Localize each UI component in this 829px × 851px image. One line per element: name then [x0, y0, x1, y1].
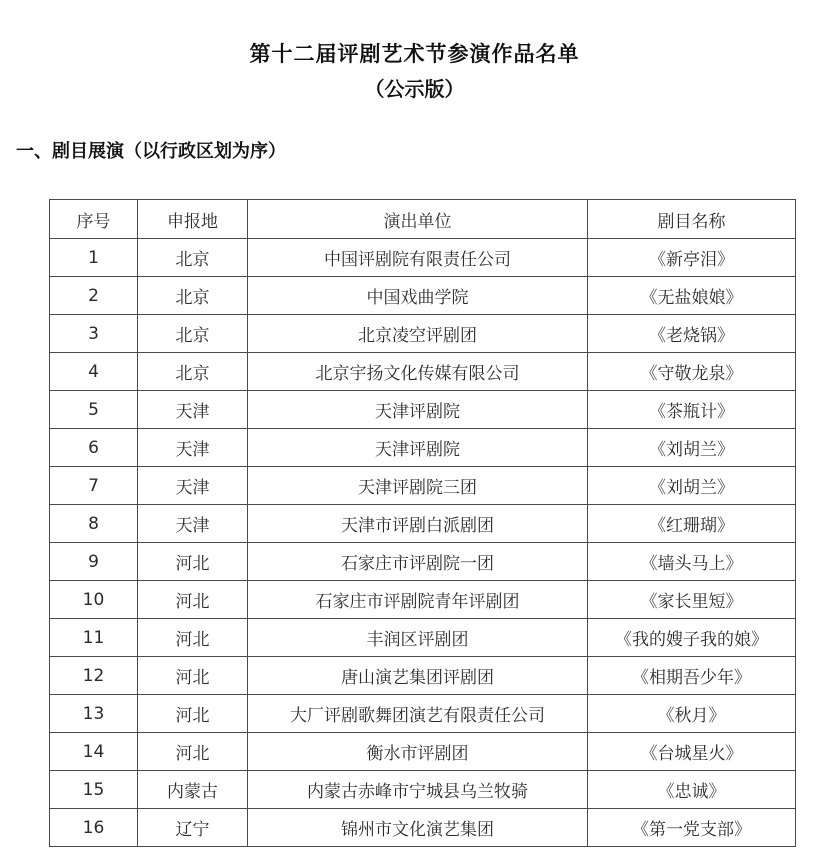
row-play-cell: 《刘胡兰》 — [588, 429, 796, 467]
row-region-cell: 辽宁 — [138, 809, 248, 847]
row-unit-cell: 丰润区评剧团 — [248, 619, 588, 657]
table-row — [50, 543, 796, 581]
row-index-cell: 3 — [50, 315, 138, 353]
table-row — [50, 581, 796, 619]
table-row — [50, 391, 796, 429]
row-play-cell: 《红珊瑚》 — [588, 505, 796, 543]
row-play-cell: 《秋月》 — [588, 695, 796, 733]
row-unit-cell: 内蒙古赤峰市宁城县乌兰牧骑 — [248, 771, 588, 809]
row-index-cell: 14 — [50, 733, 138, 771]
row-region-cell: 天津 — [138, 391, 248, 429]
table-row — [50, 429, 796, 467]
row-region-cell: 河北 — [138, 657, 248, 695]
row-index-cell: 1 — [50, 239, 138, 277]
table-row — [50, 467, 796, 505]
row-region-cell: 天津 — [138, 467, 248, 505]
row-play-cell: 《家长里短》 — [588, 581, 796, 619]
row-index-cell: 7 — [50, 467, 138, 505]
row-unit-cell: 天津市评剧白派剧团 — [248, 505, 588, 543]
header-region: 申报地 — [138, 200, 248, 239]
row-region-cell: 河北 — [138, 619, 248, 657]
table-row — [50, 277, 796, 315]
row-play-cell: 《刘胡兰》 — [588, 467, 796, 505]
row-play-cell: 《守敬龙泉》 — [588, 353, 796, 391]
section-heading: 一、剧目展演（以行政区划为序） — [16, 141, 286, 162]
row-unit-cell: 北京宇扬文化传媒有限公司 — [248, 353, 588, 391]
table-row — [50, 239, 796, 277]
row-play-cell: 《忠诚》 — [588, 771, 796, 809]
row-index-cell: 5 — [50, 391, 138, 429]
row-index-cell: 4 — [50, 353, 138, 391]
row-index-cell: 10 — [50, 581, 138, 619]
row-region-cell: 河北 — [138, 733, 248, 771]
header-play: 剧目名称 — [588, 200, 796, 239]
row-index-cell: 15 — [50, 771, 138, 809]
table-header-row — [50, 200, 796, 239]
table-row — [50, 657, 796, 695]
row-index-cell: 9 — [50, 543, 138, 581]
table-row — [50, 771, 796, 809]
row-index-cell: 2 — [50, 277, 138, 315]
table-row — [50, 619, 796, 657]
row-region-cell: 河北 — [138, 695, 248, 733]
row-unit-cell: 锦州市文化演艺集团 — [248, 809, 588, 847]
table-row — [50, 505, 796, 543]
row-region-cell: 北京 — [138, 239, 248, 277]
row-index-cell: 8 — [50, 505, 138, 543]
row-play-cell: 《墙头马上》 — [588, 543, 796, 581]
row-index-cell: 16 — [50, 809, 138, 847]
row-unit-cell: 石家庄市评剧院一团 — [248, 543, 588, 581]
row-region-cell: 河北 — [138, 543, 248, 581]
row-index-cell: 6 — [50, 429, 138, 467]
row-unit-cell: 天津评剧院三团 — [248, 467, 588, 505]
performance-list-table — [49, 199, 796, 847]
row-play-cell: 《老烧锅》 — [588, 315, 796, 353]
row-unit-cell: 中国戏曲学院 — [248, 277, 588, 315]
row-play-cell: 《相期吾少年》 — [588, 657, 796, 695]
row-unit-cell: 大厂评剧歌舞团演艺有限责任公司 — [248, 695, 588, 733]
row-region-cell: 天津 — [138, 505, 248, 543]
row-region-cell: 北京 — [138, 277, 248, 315]
row-region-cell: 北京 — [138, 353, 248, 391]
row-region-cell: 河北 — [138, 581, 248, 619]
document-title: 第十二届评剧艺术节参演作品名单 — [249, 41, 580, 66]
row-play-cell: 《无盐娘娘》 — [588, 277, 796, 315]
row-play-cell: 《台城星火》 — [588, 733, 796, 771]
table-row — [50, 809, 796, 847]
row-index-cell: 11 — [50, 619, 138, 657]
header-index: 序号 — [50, 200, 138, 239]
row-play-cell: 《茶瓶计》 — [588, 391, 796, 429]
row-unit-cell: 天津评剧院 — [248, 429, 588, 467]
table-row — [50, 353, 796, 391]
table-row — [50, 733, 796, 771]
row-unit-cell: 中国评剧院有限责任公司 — [248, 239, 588, 277]
row-region-cell: 内蒙古 — [138, 771, 248, 809]
row-region-cell: 北京 — [138, 315, 248, 353]
row-unit-cell: 石家庄市评剧院青年评剧团 — [248, 581, 588, 619]
row-unit-cell: 唐山演艺集团评剧团 — [248, 657, 588, 695]
row-play-cell: 《第一党支部》 — [588, 809, 796, 847]
table-row — [50, 315, 796, 353]
row-play-cell: 《我的嫂子我的娘》 — [588, 619, 796, 657]
table-row — [50, 695, 796, 733]
row-unit-cell: 北京凌空评剧团 — [248, 315, 588, 353]
row-index-cell: 13 — [50, 695, 138, 733]
document-subtitle: （公示版） — [364, 77, 465, 101]
row-play-cell: 《新亭泪》 — [588, 239, 796, 277]
row-unit-cell: 衡水市评剧团 — [248, 733, 588, 771]
row-unit-cell: 天津评剧院 — [248, 391, 588, 429]
row-region-cell: 天津 — [138, 429, 248, 467]
performance-list-table-container — [49, 199, 829, 851]
header-unit: 演出单位 — [248, 200, 588, 239]
row-index-cell: 12 — [50, 657, 138, 695]
